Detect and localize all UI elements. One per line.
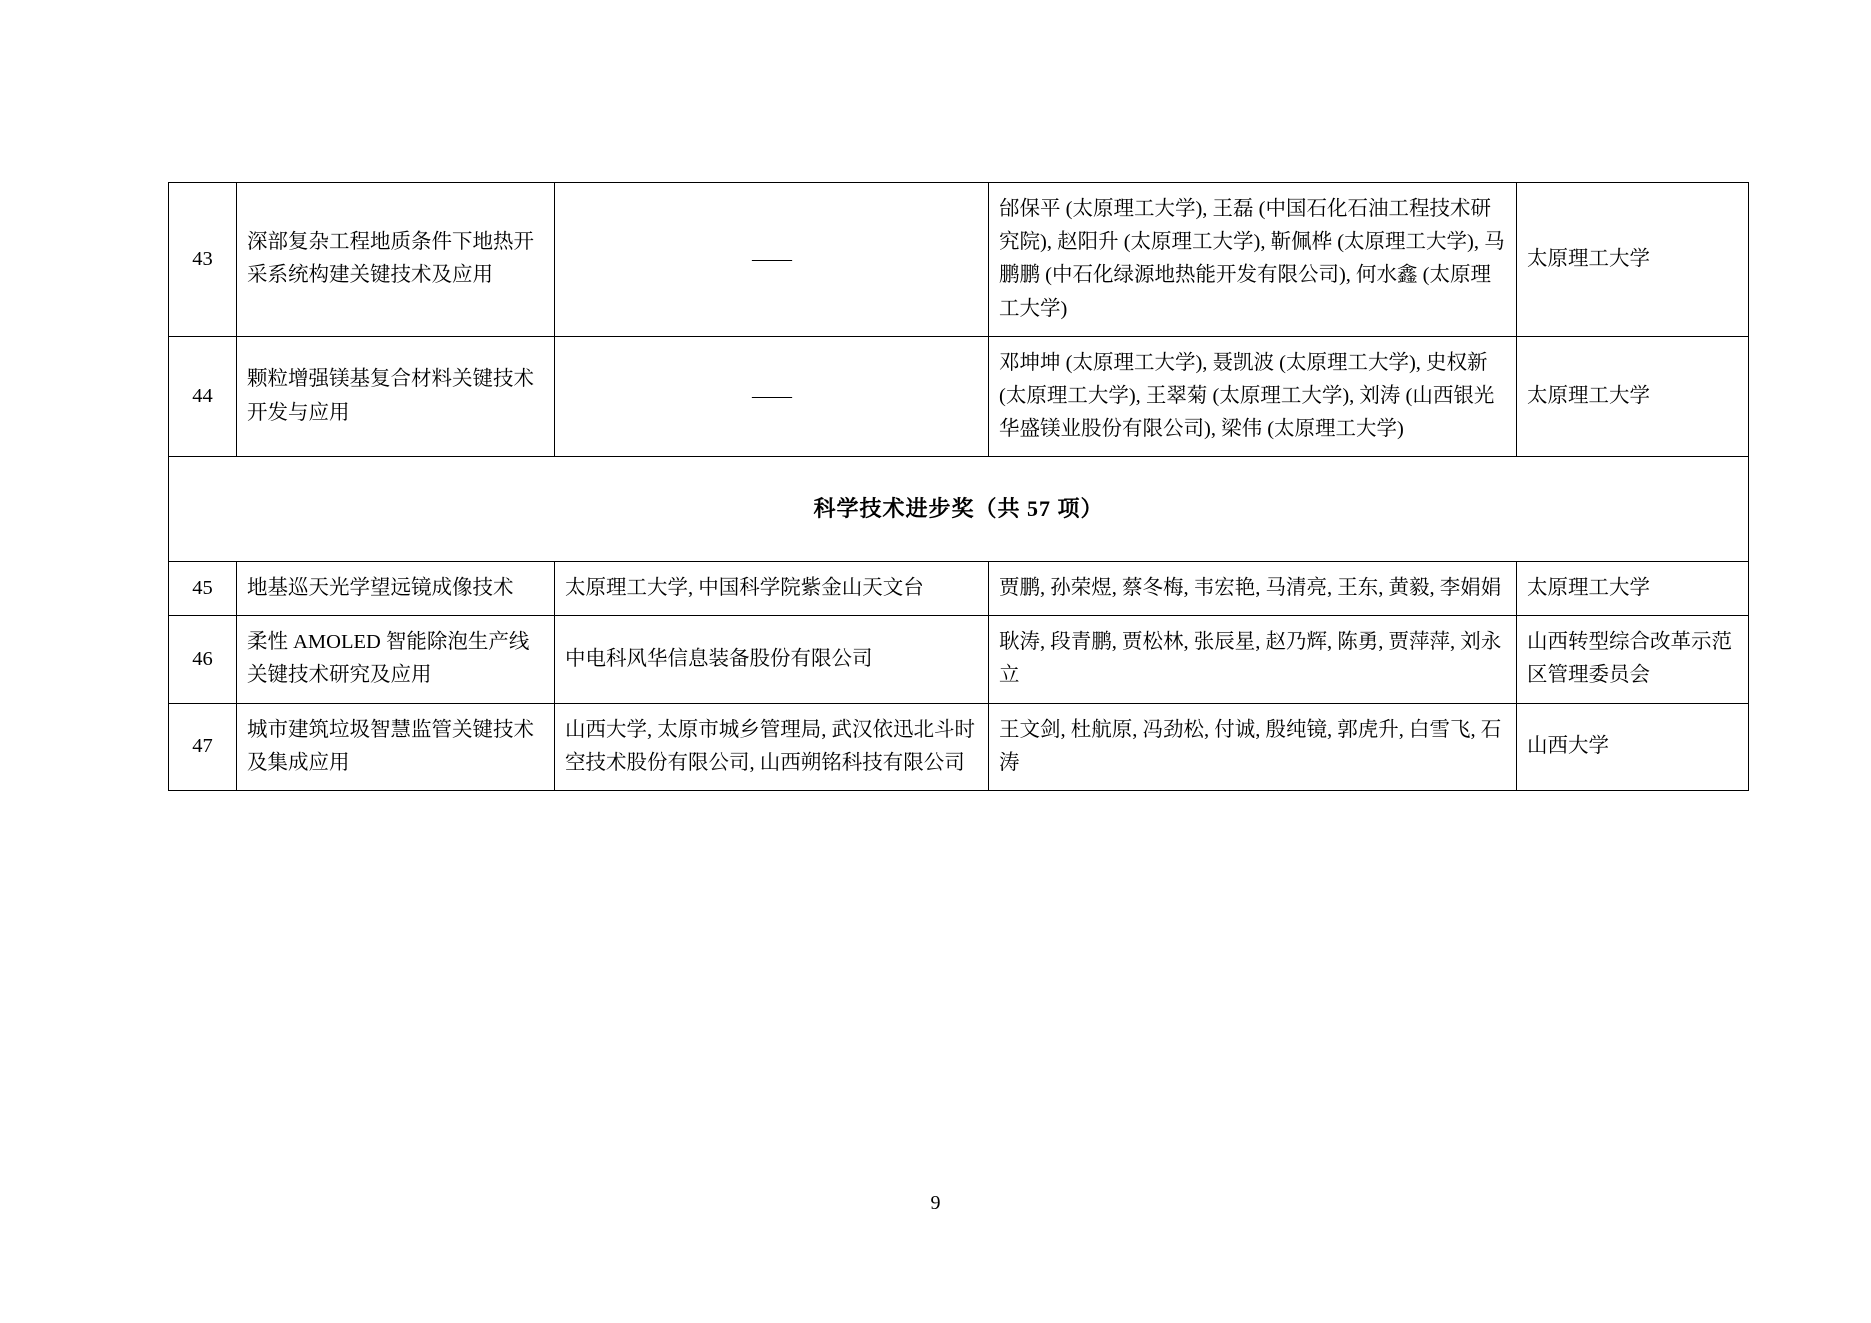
recommending-unit: 山西转型综合改革示范区管理委员会 xyxy=(1517,616,1749,703)
project-title: 城市建筑垃圾智慧监管关键技术及集成应用 xyxy=(237,703,555,790)
section-header-label: 科学技术进步奖（共 57 项） xyxy=(169,457,1749,562)
completing-persons: 耿涛, 段青鹏, 贾松林, 张辰星, 赵乃辉, 陈勇, 贾萍萍, 刘永立 xyxy=(989,616,1517,703)
table-row xyxy=(169,616,1749,703)
table-row xyxy=(169,703,1749,790)
recommending-unit: 太原理工大学 xyxy=(1517,562,1749,616)
row-number: 44 xyxy=(169,336,237,457)
project-title: 地基巡天光学望远镜成像技术 xyxy=(237,562,555,616)
recommending-unit: 太原理工大学 xyxy=(1517,183,1749,337)
completing-persons: 邰保平 (太原理工大学), 王磊 (中国石化石油工程技术研究院), 赵阳升 (太原理工大学), 靳佩桦 (太原理工大学), 马鹏鹏 (中石化绿源地热能开发有限公司), 何水鑫 (太原理工大学) xyxy=(989,183,1517,337)
completing-organization: —— xyxy=(555,336,989,457)
award-table-container xyxy=(168,182,1748,791)
completing-organization: —— xyxy=(555,183,989,337)
project-title: 深部复杂工程地质条件下地热开采系统构建关键技术及应用 xyxy=(237,183,555,337)
section-header-row xyxy=(169,457,1749,562)
award-table xyxy=(168,182,1749,791)
recommending-unit: 山西大学 xyxy=(1517,703,1749,790)
completing-organization: 中电科风华信息装备股份有限公司 xyxy=(555,616,989,703)
completing-persons: 邓坤坤 (太原理工大学), 聂凯波 (太原理工大学), 史权新 (太原理工大学), 王翠菊 (太原理工大学), 刘涛 (山西银光华盛镁业股份有限公司), 梁伟 (太原理工大学) xyxy=(989,336,1517,457)
completing-persons: 王文剑, 杜航原, 冯劲松, 付诚, 殷纯镜, 郭虎升, 白雪飞, 石涛 xyxy=(989,703,1517,790)
table-row xyxy=(169,183,1749,337)
project-title: 颗粒增强镁基复合材料关键技术开发与应用 xyxy=(237,336,555,457)
row-number: 47 xyxy=(169,703,237,790)
row-number: 45 xyxy=(169,562,237,616)
page-number: 9 xyxy=(930,1192,941,1214)
row-number: 46 xyxy=(169,616,237,703)
table-row xyxy=(169,562,1749,616)
completing-organization: 太原理工大学, 中国科学院紫金山天文台 xyxy=(555,562,989,616)
recommending-unit: 太原理工大学 xyxy=(1517,336,1749,457)
table-row xyxy=(169,336,1749,457)
row-number: 43 xyxy=(169,183,237,337)
completing-persons: 贾鹏, 孙荣煜, 蔡冬梅, 韦宏艳, 马清亮, 王东, 黄毅, 李娟娟 xyxy=(989,562,1517,616)
project-title: 柔性 AMOLED 智能除泡生产线关键技术研究及应用 xyxy=(237,616,555,703)
completing-organization: 山西大学, 太原市城乡管理局, 武汉依迅北斗时空技术股份有限公司, 山西朔铭科技有限公司 xyxy=(555,703,989,790)
